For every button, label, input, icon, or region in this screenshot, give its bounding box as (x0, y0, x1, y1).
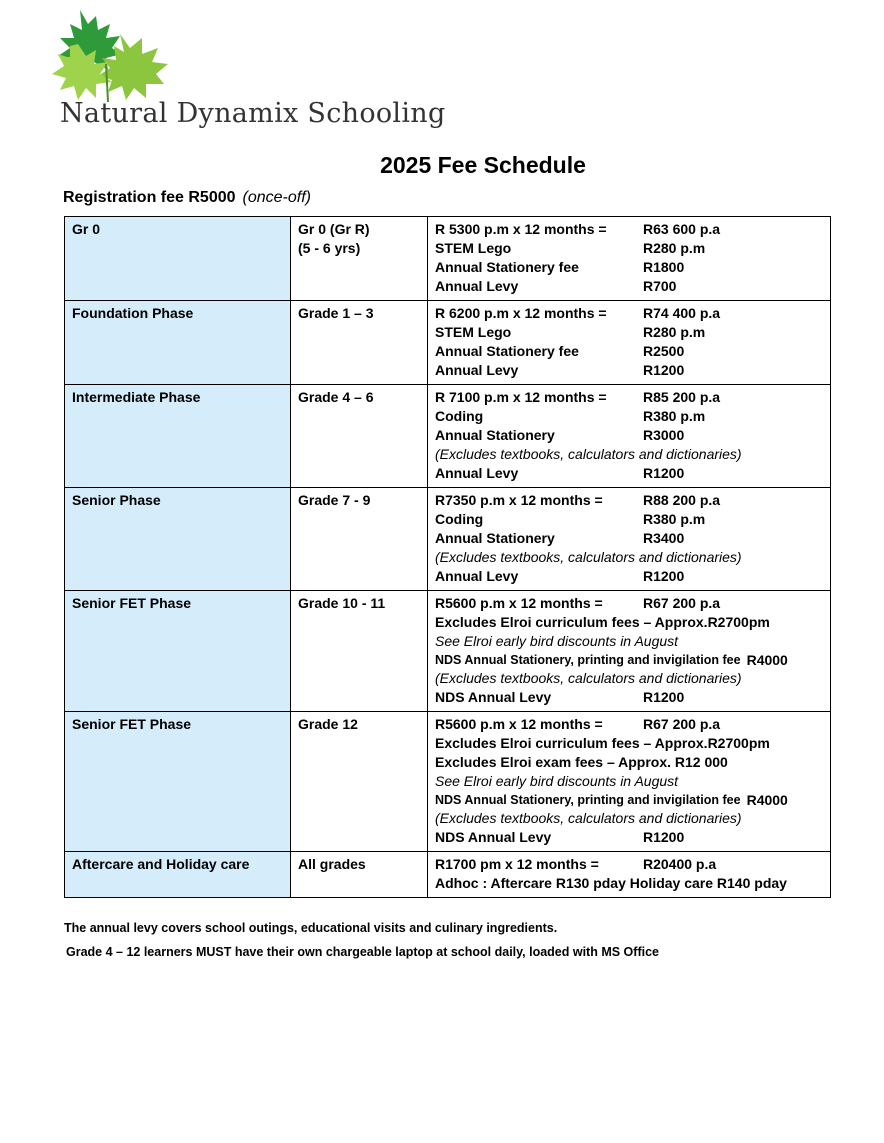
fee-line (435, 510, 823, 529)
fee-line (435, 464, 823, 483)
phase-cell (65, 852, 291, 898)
fee-line (435, 734, 823, 753)
grade-cell (291, 217, 428, 301)
fee-item: Annual Stationery (435, 427, 555, 443)
fee-amount: R1200 (643, 465, 685, 481)
fee-amount: R380 p.m (643, 511, 706, 527)
fee-amount: R700 (643, 278, 677, 294)
fee-amount: R1200 (643, 689, 685, 705)
fee-item: Coding (435, 511, 484, 527)
fee-item: Annual Levy (435, 465, 519, 481)
fee-item: NDS Annual Stationery, printing and invigilation fee (435, 793, 741, 807)
table-row (65, 301, 831, 385)
grade-label: Grade 4 – 6 (298, 389, 374, 405)
grade-label: All grades (298, 856, 366, 872)
grade-cell (291, 852, 428, 898)
fee-item: Excludes Elroi curriculum fees – Approx.R2700pm (435, 614, 770, 630)
school-logo (50, 4, 446, 134)
grade-label: Gr 0 (Gr R) (298, 221, 370, 237)
fee-amount: R4000 (746, 792, 788, 808)
fee-line (435, 277, 823, 296)
fee-amount: R1200 (643, 568, 685, 584)
fee-amount: R280 p.m (643, 324, 706, 340)
fee-item: Annual Levy (435, 568, 519, 584)
grade-cell (291, 385, 428, 488)
fee-line (435, 567, 823, 586)
fee-amount: R4000 (746, 652, 788, 668)
fee-item: Coding (435, 408, 484, 424)
grade-cell (291, 301, 428, 385)
fee-amount: R88 200 p.a (643, 492, 721, 508)
fees-cell (428, 385, 831, 488)
fee-line (435, 715, 823, 734)
fee-amount: R74 400 p.a (643, 305, 721, 321)
fee-line (435, 753, 823, 772)
fee-line (435, 304, 823, 323)
fee-amount: R2500 (643, 343, 685, 359)
fee-item: STEM Lego (435, 240, 512, 256)
fee-item: See Elroi early bird discounts in August (435, 633, 679, 649)
fee-line (435, 445, 823, 464)
fees-cell (428, 301, 831, 385)
fee-amount: R67 200 p.a (643, 716, 721, 732)
fee-amount: R63 600 p.a (643, 221, 721, 237)
fee-item: Excludes Elroi curriculum fees – Approx.R2700pm (435, 735, 770, 751)
phase-cell (65, 301, 291, 385)
fee-line (435, 258, 823, 277)
fee-item: Annual Levy (435, 278, 519, 294)
fee-amount: R67 200 p.a (643, 595, 721, 611)
phase-cell (65, 591, 291, 712)
grade-label: Grade 7 - 9 (298, 492, 371, 508)
registration-note: (once-off) (242, 189, 311, 206)
phase-cell (65, 217, 291, 301)
grade-label: Grade 10 - 11 (298, 595, 386, 611)
fee-item: R7350 p.m x 12 months = (435, 492, 603, 508)
phase-label: Senior Phase (72, 492, 161, 508)
fee-line (435, 613, 823, 632)
registration-label: Registration fee R5000 (63, 189, 236, 206)
fee-item: R 7100 p.m x 12 months = (435, 389, 607, 405)
phase-label: Gr 0 (72, 221, 101, 237)
phase-label: Foundation Phase (72, 305, 194, 321)
fee-line (435, 772, 823, 791)
table-row (65, 217, 831, 301)
table-row (65, 488, 831, 591)
fee-item: (Excludes textbooks, calculators and dictionaries) (435, 810, 742, 826)
fee-item: Annual Levy (435, 362, 519, 378)
phase-label: Aftercare and Holiday care (72, 856, 250, 872)
laptop-note: Grade 4 – 12 learners MUST have their own chargeable laptop at school daily, loaded with MS Office (66, 945, 659, 959)
fee-amount: R3400 (643, 530, 685, 546)
fee-line (435, 632, 823, 651)
fees-cell (428, 488, 831, 591)
fee-line (435, 688, 823, 707)
page-title: 2025 Fee Schedule (380, 152, 586, 178)
fee-item: (Excludes textbooks, calculators and dictionaries) (435, 549, 742, 565)
fee-item: R 5300 p.m x 12 months = (435, 221, 607, 237)
grade-label: Grade 12 (298, 716, 358, 732)
fee-line (435, 342, 823, 361)
grade-cell (291, 488, 428, 591)
fee-line (435, 407, 823, 426)
fee-line (435, 791, 823, 809)
fee-amount: R20400 p.a (643, 856, 717, 872)
phase-cell (65, 385, 291, 488)
fees-cell (428, 712, 831, 852)
fee-item: R1700 pm x 12 months = (435, 856, 599, 872)
fee-line (435, 651, 823, 669)
fee-amount: R380 p.m (643, 408, 706, 424)
phase-label: Senior FET Phase (72, 595, 192, 611)
fee-item: Annual Stationery fee (435, 259, 579, 275)
table-row (65, 591, 831, 712)
grade-cell (291, 712, 428, 852)
fee-amount: R3000 (643, 427, 685, 443)
fee-line (435, 594, 823, 613)
fee-line (435, 809, 823, 828)
fee-line (435, 491, 823, 510)
fee-line (435, 828, 823, 847)
phase-cell (65, 712, 291, 852)
fee-amount: R1800 (643, 259, 685, 275)
fee-line (435, 855, 823, 874)
fee-item: See Elroi early bird discounts in August (435, 773, 679, 789)
fee-item: Excludes Elroi exam fees – Approx. R12 000 (435, 754, 728, 770)
registration-fee (63, 189, 311, 207)
phase-label: Senior FET Phase (72, 716, 192, 732)
fee-amount: R85 200 p.a (643, 389, 721, 405)
fee-item: NDS Annual Levy (435, 829, 552, 845)
fee-item: (Excludes textbooks, calculators and dictionaries) (435, 670, 742, 686)
fee-line (435, 874, 823, 893)
fee-line (435, 239, 823, 258)
fee-amount: R280 p.m (643, 240, 706, 256)
table-row (65, 852, 831, 898)
logo-text: Natural Dynamix Schooling (60, 98, 446, 129)
grade-label: (5 - 6 yrs) (298, 240, 361, 256)
fee-item: NDS Annual Levy (435, 689, 552, 705)
fee-item: (Excludes textbooks, calculators and dictionaries) (435, 446, 742, 462)
fee-line (435, 669, 823, 688)
fee-line (435, 220, 823, 239)
fee-item: STEM Lego (435, 324, 512, 340)
levy-note: The annual levy covers school outings, educational visits and culinary ingredients. (64, 921, 558, 935)
phase-cell (65, 488, 291, 591)
fee-item: Adhoc : Aftercare R130 pday Holiday care R140 pday (435, 875, 787, 891)
fee-amount: R1200 (643, 829, 685, 845)
fees-cell (428, 591, 831, 712)
fees-cell (428, 852, 831, 898)
fee-item: Annual Stationery fee (435, 343, 579, 359)
phase-label: Intermediate Phase (72, 389, 201, 405)
fee-line (435, 426, 823, 445)
table-row (65, 712, 831, 852)
grade-cell (291, 591, 428, 712)
fees-cell (428, 217, 831, 301)
fee-item: NDS Annual Stationery, printing and invigilation fee (435, 653, 741, 667)
grade-label: Grade 1 – 3 (298, 305, 374, 321)
fee-table (64, 216, 831, 898)
maple-leaf-icon (50, 4, 180, 104)
fee-line (435, 323, 823, 342)
fee-line (435, 529, 823, 548)
fee-line (435, 361, 823, 380)
fee-item: R5600 p.m x 12 months = (435, 716, 603, 732)
fee-amount: R1200 (643, 362, 685, 378)
table-row (65, 385, 831, 488)
fee-line (435, 388, 823, 407)
fee-item: R 6200 p.m x 12 months = (435, 305, 607, 321)
fee-item: R5600 p.m x 12 months = (435, 595, 603, 611)
fee-line (435, 548, 823, 567)
fee-item: Annual Stationery (435, 530, 555, 546)
